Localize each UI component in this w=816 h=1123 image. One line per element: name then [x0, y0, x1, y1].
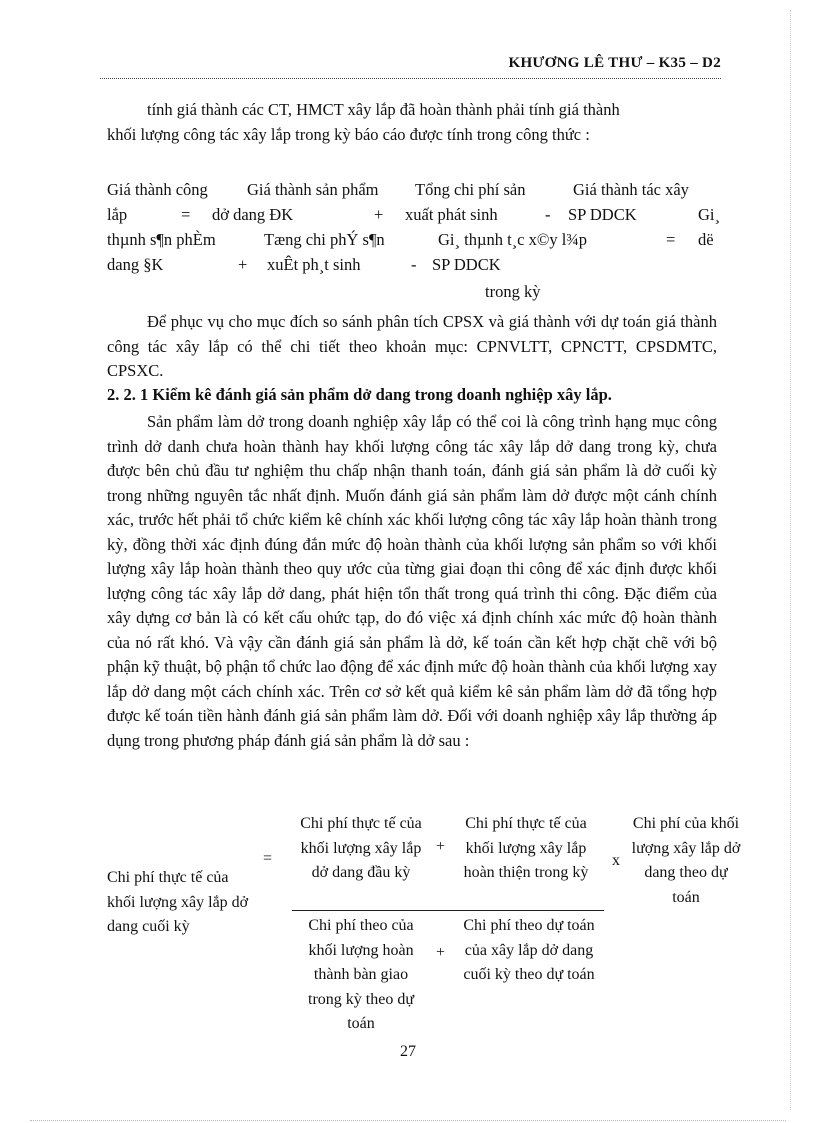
page-number: 27 — [400, 1043, 416, 1060]
f1-r4-b: xuÊt ph¸t sinh — [267, 255, 361, 274]
paragraph-2-text: Sản phẩm làm dở trong doanh nghiệp xây lắp có thể coi là công trình hạng mục công trình dở danh chưa hoàn thành hay khối lượng công tác xây lắp dở dang trong kỳ, chưa được bên chủ đầu tư nghiệm thu chấp nhận thanh toán, đánh giá sản phẩm là dở cuối kỳ trong những nguyên tắc nhất định. Muốn đánh giá sản phẩm làm dở được một cánh chính xác, trước hết phải tổ chức kiểm kê chính xác khối lượng công tác xây lắp hoàn thành trong kỳ, đồng thời xác định đúng đắn mức độ hoàn thành của khối lượng sản phẩm so với khối lượng xây lắp hoàn thành theo quy ước của từng giai đoạn thi công để xác định được khối lượng công tác xây lắp dở dang, phát hiện tổn thất trong quá trình thi công. Đặc điểm của xây dựng cơ bản là có kết cấu ohức tạp, do đó việc xá định chính xác mức độ hoàn thành của nó rất khó. Và vậy cần đánh giá sản phẩm là dở, kế toán cần kết hợp chặt chẽ với bộ phận kỹ thuật, bộ phận tổ chức lao động để xác định mức độ hoàn thành của khối lượng xay lắp dở dang một cách chính xác. Trên cơ sở kết quả kiểm kê sản phẩm làm dở đã tổng hợp được kế toán tiền hành đánh giá sản phẩm làm dở. Đối với doanh nghiệp xây lắp thường áp dụng trong phương pháp đánh giá sản phẩm là dở sau : — [107, 412, 717, 750]
paragraph-2 — [107, 410, 717, 753]
header-divider — [100, 78, 721, 79]
f1-r1-d: Giá thành tác xây — [573, 180, 689, 199]
f2-plus-top: + — [436, 838, 446, 855]
f2-lhs: Chi phí thực tế của khối lượng xây lắp dở dang cuối kỳ — [107, 869, 249, 935]
f2-numerator-1: Chi phí thực tế của khối lượng xây lắp dở dang đầu kỳ — [300, 815, 422, 881]
f1-r4-a: dang §K — [107, 255, 164, 274]
f1-r2-b: dở dang ĐK — [212, 205, 294, 224]
paragraph-1-text: Để phục vụ cho mục đích so sánh phân tích CPSX và giá thành với dự toán giá thành công tác xây lắp có thể chi tiết theo khoản mục: CPNVLTT, CPNCTT, CPSDMTC, CPSXC. — [107, 312, 717, 380]
f2-equals: = — [263, 850, 273, 867]
f2-rhs: Chi phí của khối lượng xây lắp dở dang theo dự toán — [631, 815, 741, 906]
f2-times: x — [612, 852, 620, 869]
f2-denominator-2: Chi phí theo dự toán của xây lắp dở dang cuối kỳ theo dự toán — [463, 917, 595, 983]
page-edge-rule — [790, 10, 791, 1110]
f1-r1-a: Giá thành công — [107, 180, 208, 199]
f1-r1-c: Tổng chi phí sản — [415, 180, 526, 199]
f1-r2-e: Gi¸ — [698, 205, 720, 224]
f1-r3-eq: = — [666, 230, 676, 249]
section-heading: 2. 2. 1 Kiểm kê đánh giá sản phẩm dở dang trong doanh nghiệp xây lắp. — [107, 385, 612, 404]
f1-r3-d: dë — [698, 230, 714, 249]
f1-r4-c: SP DDCK — [432, 255, 501, 274]
f1-r3-a: thµnh s¶n phÈm — [107, 230, 216, 249]
f1-r4-minus: - — [411, 255, 417, 274]
intro-line-2: khối lượng công tác xây lắp trong kỳ báo cáo được tính trong công thức : — [107, 125, 590, 144]
f1-r3-c: Gi¸ thµnh t¸c x©y l¾p — [438, 230, 587, 249]
f1-r2-minus: - — [545, 205, 551, 224]
footer-divider — [30, 1120, 786, 1121]
f1-r2-eq: = — [181, 205, 191, 224]
f1-r2-c: xuất phát sinh — [405, 205, 498, 224]
f1-r2-d: SP DDCK — [568, 205, 637, 224]
f1-r3-b: Tæng chi phÝ s¶n — [264, 230, 385, 249]
f2-numerator-2: Chi phí thực tế của khối lượng xây lắp hoàn thiện trong kỳ — [463, 815, 589, 881]
f1-r1-b: Giá thành sản phẩm — [247, 180, 379, 199]
page-header: KHƯƠNG LÊ THƯ – K35 – D2 — [508, 55, 721, 71]
f2-plus-bottom: + — [436, 944, 446, 961]
paragraph-1 — [107, 310, 717, 384]
f1-r2-a: lắp — [107, 205, 128, 224]
f2-denominator-1: Chi phí theo của khối lượng hoàn thành bàn giao trong kỳ theo dự toán — [308, 917, 414, 1032]
f1-r5: trong kỳ — [485, 282, 541, 301]
f2-fraction-bar — [292, 910, 604, 911]
f1-r4-plus: + — [238, 255, 248, 274]
f1-r2-plus: + — [374, 205, 384, 224]
intro-line-1: tính giá thành các CT, HMCT xây lắp đã hoàn thành phải tính giá thành — [147, 100, 620, 119]
